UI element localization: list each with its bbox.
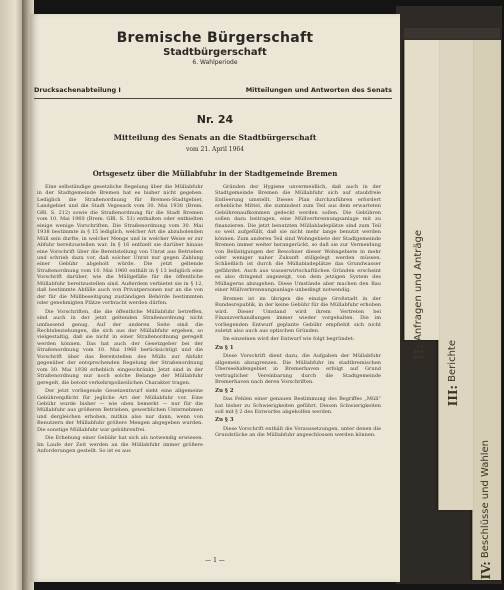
paragraph: Gründen der Hygiene unvermeidlich, daß auch in der Stadtgemeinde Bremen die Müllabfuhr sich auf staubfreie Entleerung umstellt. Dieses Plan durchzuführen erfordert erhebliche Mittel, die zumindest zum Teil aus dem erwarteten Gebührenaufkommen gedeckt werden sollen. Die Gebühren sollen dazu beitragen, eine Müllverbrennungsanlage mit zu finanzieren. Die jetzt benutzten Müllabladeplätze sind zum Teil so weit aufgefüllt, daß sie nicht mehr lange benutzt werden können. Zum anderen Teil sind Wohngebiete der Stadtgemeinde Bremen immer weiter herangerückt, so daß sie zur Vermeidung von Belästigungen der Bewohner dieser Wohngebiete in mehr oder weniger naher Zukunft stillgelegt werden müssen. Schließlich ist durch die Müllabladeplätze das Grundwasser gefährdet. Auch aus wasserwirtschaftlichen Gründen erscheint es also dringend angezeigt, von dem jetzigen System des Müllagerns abzugehen. Diese Umstände aber machen den Bau einer Müllverbrennungsanlage unbedingt notwendig. — [215, 184, 381, 294]
section-heading: Zu § 2 — [215, 387, 234, 394]
facing-page-edge — [0, 0, 22, 590]
masthead — [30, 30, 400, 66]
page-number: — 1 — — [205, 557, 225, 564]
masthead-period: 6. Wahlperiode — [192, 59, 238, 66]
paragraph: Die Vorschriften, die die öffentliche Müllabfuhr betreffen, sind auch in der jetzt geltenden Straßenordnung nicht umfassend genug. Auf der anderen Seite sind die Rechtsbeziehungen, die sich aus der Müllabfuhr ergeben, so vielgestaltig, daß sie nicht in einer Straßenordnung geregelt werden können. Das hat auch der Gesetzgeber bei der Straßenordnung vom 10. Mai 1960 berücksichtigt und die Vorschrift über das Bereitstellen des Mülls zur Abfuhr gegenüber der entsprechenden Regelung der Straßenordnung vom 30. Mai 1938 erheblich eingeschränkt. Jetzt sind in der Straßenordnung nur noch solche Belange der Müllabfuhr geregelt, die betont verkehrspolizeilichen Charakter tragen. — [37, 308, 203, 386]
paragraph: Diese Vorschrift enthält die Voraussetzungen, unter denen die Grundstücke an die Müllabfuhr angeschlossen werden können. — [215, 425, 381, 439]
tab-3-text: Berichte — [447, 340, 458, 382]
law-title: Ortsgesetz über die Müllabfuhr in der Stadtgemeinde Bremen — [92, 169, 338, 178]
document-number: Nr. 24 — [196, 113, 234, 126]
masthead-title: Bremische Bürgerschaft — [116, 30, 314, 46]
tab-3-label — [446, 340, 460, 406]
department-label: Drucksachenabteilung I — [34, 86, 121, 94]
paragraph: Der jetzt vorliegende Gesetzentwurf sieht eine allgemeine Gebührenpflicht für jegliche Art der Müllabfuhr vor. Eine Gebühr wurde bisher — wie oben bemerkt — nur für die Müllabfuhr aus größeren Betrieben, gewerblichen Unternehmen und dergleichen erhoben, mithin also nur dann, wenn von Benutzern der Müllabfuhr größere Mengen abgegeben wurden. Die sonstige Müllabfuhr war gebührenfrei. — [37, 388, 203, 433]
tab-2-label — [412, 230, 426, 360]
paragraph: Die Erhebung einer Gebühr hat sich als notwendig erwiesen. Im Laufe der Zeit werden an die Müllabfuhr immer größere Anforderungen gestellt. So ist es aus — [37, 435, 203, 455]
masthead-subtitle: Stadtbürgerschaft — [163, 47, 267, 58]
tab-3-numeral: III: — [446, 385, 460, 407]
document-heading: Mitteilung des Senats an die Stadtbürgerschaft — [113, 133, 317, 142]
section-heading: Zu § 3 — [215, 417, 234, 424]
tab-2-text: Anfragen und Anträge — [413, 230, 424, 341]
binder-tab-3[interactable] — [438, 40, 473, 510]
paragraph: Diese Vorschrift dient dazu, die Aufgaben der Müllabfuhr allgemein abzugrenzen. Die Müllabfuhr im stadtbremischen Überseehafengebiet in Bremerhaven erfolgt auf Grund vertraglicher Vereinbarung durch die Stadtgemeinde Bremerhaven nach deren Vorschriften. — [215, 353, 381, 386]
left-text-column — [37, 184, 203, 544]
header-rule-row — [34, 84, 392, 99]
tab-4-text: Beschlüsse und Wahlen — [480, 440, 491, 559]
section-heading: Zu § 1 — [215, 344, 234, 351]
tab-4-label — [479, 440, 493, 579]
section-label: Mitteilungen und Antworten des Senats — [245, 86, 392, 94]
tab-2-numeral: II: — [412, 344, 426, 360]
right-text-column — [215, 184, 381, 544]
document-date: vom 21. April 1964 — [185, 146, 245, 153]
paragraph: Eine selbständige gesetzliche Regelung über die Müllabfuhr in der Stadtgemeinde Bremen hat es bisher nicht gegeben. Lediglich die Straßenordnung für Bremen-Stadtgebiet, Landgebiet und die Stadt Vegesack vom 30. Mai 1938 (Brem. GBl. S. 212) sowie die Straßenordnung für die Stadt Bremen vom 10. Mai 1960 (Brem. GBl. S. 51) enthalten oder enthielten einige wenige Vorschriften. Die Straßenordnung vom 30. Mai 1938 bestimmte in § 15 lediglich, welcher Art die abzuholenden Müll sein durfte, in welcher Menge und in welcher Weise er zur Abfuhr bereitzustellen war. In § 16 enthielt sie darüber hinaus eine Vorschrift über die Bereitstellung von Unrat aus Betrieben und schrieb dazu vor, daß solcher Unrat nur gegen Zahlung einer Gebühr abgeholt würde. Die jetzt geltende Straßenordnung vom 10. Mai 1960 enthält in § 13 lediglich eine Vorschrift darüber, wie die Müllgefäße für die öffentliche Müllabfuhr bereitzustellen sind. Außerdem verbietet sie in § 12, daß bestimmte Abfälle auch von Privatpersonen nur an die von der für die Müllbeseitigung zuständigen Behörde bestimmten oder genehmigten Plätze verbracht werden dürfen. — [37, 184, 203, 307]
paragraph: Bremen ist im übrigen die einzige Großstadt in der Bundesrepublik, in der keine Gebühr für die Müllabfuhr erhoben wird. Dieser Umstand wird ihrem Vertreten bei Finanzverhandlungen immer wieder vorgehalten. Die im vorliegenden Entwurf geplante Gebühr empfiehlt sich nicht zuletzt also auch aus optischen Gründen. — [215, 295, 381, 334]
paragraph: Im einzelnen wird der Entwurf wie folgt begründet: — [223, 336, 355, 343]
paragraph: Das Fehlen einer genauen Bestimmung des Begriffes „Müll“ hat bisher zu Schwierigkeiten geführt. Diesen Schwierigkeiten soll mit § 2 des Entwurfes abgeholfen werden. — [215, 396, 381, 415]
tab-4-numeral: IV: — [479, 561, 493, 580]
